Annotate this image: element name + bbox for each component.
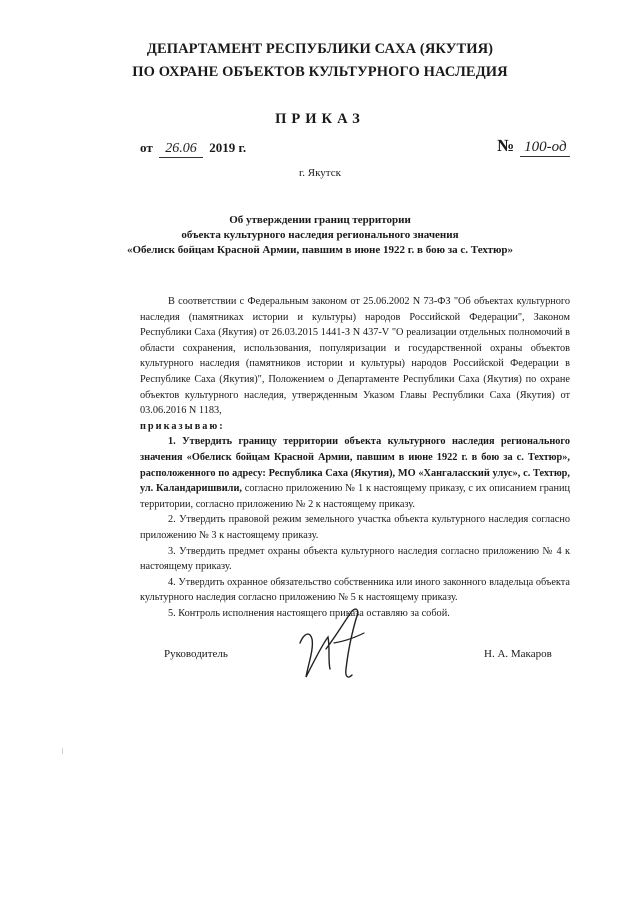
number-sign: № [497, 136, 515, 155]
order-number [497, 136, 570, 157]
header-line-2: ПО ОХРАНЕ ОБЪЕКТОВ КУЛЬТУРНОГО НАСЛЕДИЯ [132, 64, 508, 80]
item-1-rest: согласно приложению № 1 к настоящему приказу, с их описанием границ территории, согласно приложению № 2 к настоящему приказу. [140, 483, 571, 510]
item-4: 4. Утвердить охранное обязательство собственника или иного законного владельца объекта культурного наследия согласно приложению № 5 к настоящему приказу. [140, 576, 570, 604]
date-line [140, 140, 246, 158]
document-body [140, 294, 570, 621]
preamble [140, 294, 570, 419]
signer-name: Н. А. Макаров [484, 648, 552, 660]
date-suffix: 2019 г. [209, 140, 247, 155]
date-handwritten: 26.06 [159, 141, 203, 158]
subject-line-1: Об утверждении границ территории [229, 214, 411, 226]
date-prefix: от [140, 140, 153, 155]
item-1-number: 1. [168, 436, 176, 448]
city: г. Якутск [299, 167, 341, 179]
document-title: ПРИКАЗ [275, 111, 365, 127]
preamble-text: В соответствии с Федеральным законом от 25.06.2002 N 73-ФЗ "Об объектах культурного наследия (памятниках истории и культуры) народов Российской Федерации", Законом Республики Саха (Якутия) от 26.03.2015 1441-З N 437-V "О реализации отдельных полномочий в области сохранения, использования, популяризации и государственной охраны объектов культурного наследия (памятников истории и культуры) народов Российской Федерации в Республике Саха (Якутия)", Положением о Департаменте Республики Саха (Якутия) по охране объектов культурного наследия, утвержденным Указом Главы Республики Саха (Якутия) от 03.06.2016 N 1183, [140, 296, 570, 417]
subject-line-2: объекта культурного наследия регионального значения [181, 229, 459, 241]
decree-line [140, 419, 570, 435]
item-3: 3. Утвердить предмет охраны объекта культурного наследия согласно приложению № 4 к настоящему приказу. [140, 545, 570, 573]
decree-word: приказываю: [140, 420, 225, 432]
number-handwritten: 100-од [520, 139, 570, 157]
scan-speck [62, 748, 63, 754]
item-2: 2. Утвердить правовой режим земельного участка объекта культурного наследия согласно приложению № 3 к настоящему приказу. [140, 514, 570, 541]
subject-line-3: «Обелиск бойцам Красной Армии, павшим в июне 1922 г. в бою за с. Техтюр» [126, 244, 514, 256]
signer-role: Руководитель [164, 648, 228, 660]
handwritten-signature [290, 603, 380, 685]
item-1-bold: Утвердить границу территории объекта культурного наследия регионального значения «Обелиск бойцам Красной Армии, павшим в июне 1922 г. в бою за с. Техтюр», расположенного по адресу: Республика Саха (Якутия), МО «Хангаласский улус», с. Техтюр, ул. Каландаришвили, [140, 436, 570, 495]
item-1 [140, 434, 570, 512]
item-5: 5. Контроль исполнения настоящего приказа оставляю за собой. [168, 607, 450, 619]
header-line-1: ДЕПАРТАМЕНТ РЕСПУБЛИКИ САХА (ЯКУТИЯ) [146, 41, 494, 57]
